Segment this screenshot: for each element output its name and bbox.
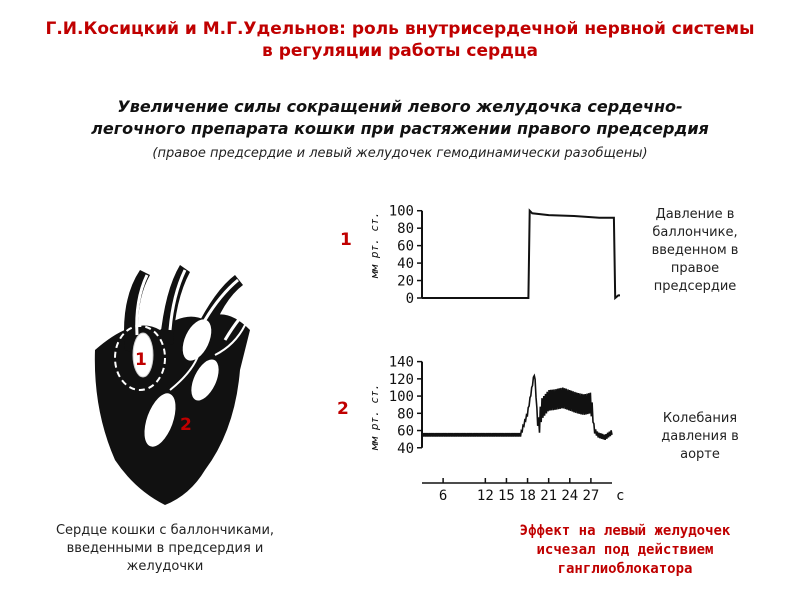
subtitle-line-1: Увеличение силы сокращений левого желудочка сердечно- [117,97,683,116]
aorta-pressure-description [640,410,760,464]
heart-caption [30,522,300,576]
effect-line: исчезал под действием [536,542,714,558]
x-tick-label: 27 [582,488,600,504]
chart2-y-axis [389,355,422,457]
y-tick-label: 60 [397,238,414,255]
x-unit-label: с [616,488,625,504]
subnote: (правое предсердие и левый желудочек гемодинамически разобщены) [152,146,648,161]
effect-line: Эффект на левый желудочек [519,523,731,539]
effect-line: ганглиоблокатора [557,561,693,577]
desc-line: Колебания [662,411,738,426]
x-tick-label: 21 [540,488,558,504]
cat-heart-illustration [75,260,275,510]
chart-aorta-pressure [360,345,630,505]
page-title [20,18,780,62]
chart2-x-axis [422,478,624,504]
desc-line: Давление в [655,207,735,222]
heart-label-2: 2 [180,415,192,435]
y-tick-label: 60 [397,423,414,440]
x-tick-label: 12 [476,488,494,504]
chart1-ylabel: мм рт. ст. [368,211,381,278]
x-tick-label: 24 [561,488,579,504]
y-tick-label: 80 [397,406,414,423]
y-tick-label: 100 [388,389,414,406]
x-tick-label: 6 [438,488,448,504]
y-tick-label: 100 [388,203,414,220]
y-tick-label: 0 [405,291,414,307]
title-line-1: Г.И.Косицкий и М.Г.Удельнов: роль внутрисердечной нервной системы [45,19,755,39]
desc-line: введенном в [651,243,739,258]
effect-note [480,522,770,579]
caption-line: желудочки [126,559,204,574]
caption-line: введенными в предсердия и [66,541,264,556]
desc-line: предсердие [653,279,737,294]
atrium-pressure-description [630,206,760,296]
y-tick-label: 140 [388,354,414,371]
chart2-ylabel: мм рт. ст. [368,383,381,450]
x-tick-label: 18 [519,488,536,504]
y-tick-label: 80 [397,221,414,238]
heart-label-1: 1 [135,350,147,370]
y-tick-label: 40 [397,256,414,273]
chart2-series-line [422,376,612,440]
desc-line: правое [670,261,720,276]
chart-atrium-pressure [360,190,620,325]
x-tick-label: 15 [498,488,515,504]
y-tick-label: 20 [397,273,414,290]
y-tick-label: 40 [397,440,414,457]
desc-line: давления в [661,429,739,444]
caption-line: Сердце кошки с баллончиками, [55,523,275,538]
subtitle [40,96,760,140]
chart1-y-axis [389,204,422,307]
desc-line: баллончике, [652,225,738,240]
graph-1-number: 1 [340,230,352,250]
subtitle-line-2: легочного препарата кошки при растяжении правого предсердия [91,119,709,138]
graph-2-number: 2 [337,399,349,419]
title-line-2: в регуляции работы сердца [262,41,538,61]
chart1-series-line [422,211,620,298]
desc-line: аорте [680,447,720,462]
y-tick-label: 120 [388,371,414,388]
